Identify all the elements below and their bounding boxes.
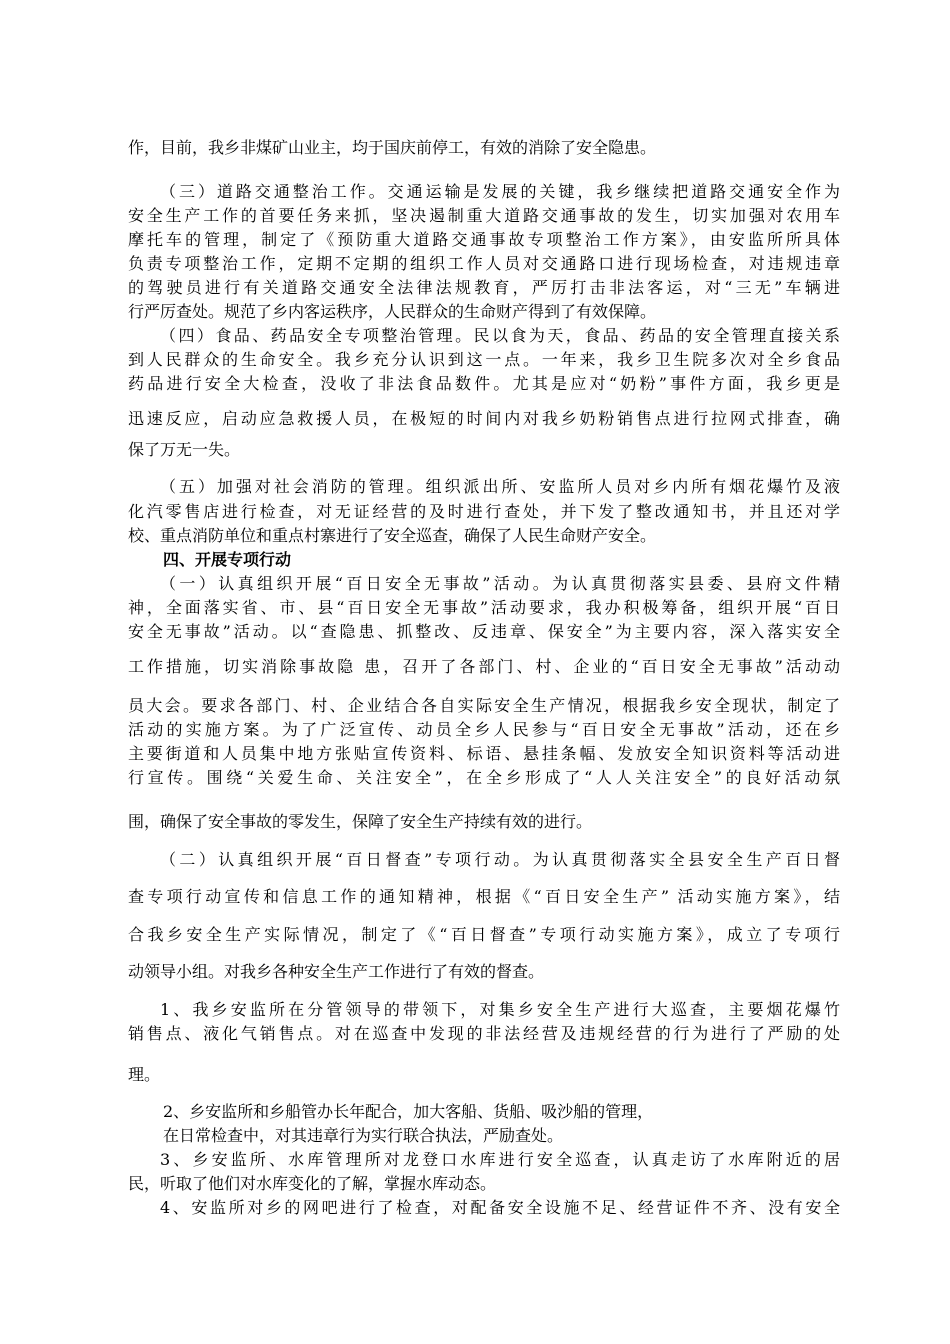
paragraph-line: 活动的实施方案。为了广泛宣传、动员全乡人民参与“百日安全无事故”活动，还在乡: [128, 720, 840, 739]
paragraph-line: 摩托车的管理，制定了《预防重大道路交通事故专项整治工作方案》，由安监所所具体: [128, 230, 840, 249]
paragraph-line: 作，目前，我乡非煤矿山业主，均于国庆前停工，有效的消除了安全隐患。: [128, 138, 657, 157]
paragraph-line: 安全生产工作的首要任务来抓，坚决遏制重大道路交通事故的发生，切实加强对农用车: [128, 206, 840, 225]
paragraph-line: 到人民群众的生命安全。我乡充分认识到这一点。一年来，我乡卫生院多次对全乡食品: [128, 350, 840, 369]
paragraph-line: （三）道路交通整治工作。交通运输是发展的关键，我乡继续把道路交通安全作为: [160, 182, 840, 201]
paragraph-line: 3、乡安监所、水库管理所对龙登口水库进行安全巡查，认真走访了水库附近的居: [160, 1150, 840, 1169]
paragraph-line: 安全无事故”活动。以“查隐患、抓整改、反违章、保安全”为主要内容，深入落实安全: [128, 622, 840, 641]
paragraph-line: 4、安监所对乡的网吧进行了检查，对配备安全设施不足、经营证件不齐、没有安全: [160, 1198, 840, 1217]
paragraph-line: 药品进行安全大检查，没收了非法食品数件。尤其是应对“奶粉”事件方面，我乡更是: [128, 374, 840, 393]
paragraph-line: （四）食品、药品安全专项整治管理。民以食为天，食品、药品的安全管理直接关系: [160, 326, 840, 345]
paragraph-line: 行宣传。围绕“关爱生命、关注安全”，在全乡形成了“人人关注安全”的良好活动氛: [128, 768, 840, 787]
paragraph-line: 校、重点消防单位和重点村寨进行了安全巡查，确保了人民生命财产安全。: [128, 526, 657, 545]
paragraph-line: 行严厉查处。规范了乡内客运秩序，人民群众的生命财产得到了有效保障。: [128, 302, 657, 321]
paragraph-line: 查专项行动宣传和信息工作的通知精神，根据《“百日安全生产” 活动实施方案》，结: [128, 887, 840, 906]
paragraph-line: 负责专项整治工作，定期不定期的组织工作人员对交通路口进行现场检查，对违规违章: [128, 254, 840, 273]
paragraph-line: 工作措施，切实消除事故隐 患，召开了各部门、村、企业的“百日安全无事故”活动动: [128, 657, 840, 676]
paragraph-line: 1、我乡安监所在分管领导的带领下，对集乡安全生产进行大巡查，主要烟花爆竹: [160, 1000, 840, 1019]
paragraph-line: 化汽零售店进行检查，对无证经营的及时进行查处，并下发了整改通知书，并且还对学: [128, 502, 840, 521]
paragraph-line: （二）认真组织开展“百日督查”专项行动。为认真贯彻落实全县安全生产百日督: [160, 850, 840, 869]
paragraph-line: 在日常检查中，对其违章行为实行联合执法，严励查处。: [163, 1126, 564, 1145]
paragraph-line: 动领导小组。对我乡各种安全生产工作进行了有效的督查。: [128, 962, 545, 981]
paragraph-line: 民，听取了他们对水库变化的了解，掌握水库动态。: [128, 1174, 497, 1193]
paragraph-line: 围，确保了安全事故的零发生，保障了安全生产持续有效的进行。: [128, 812, 593, 831]
paragraph-line: （五）加强对社会消防的管理。组织派出所、安监所人员对乡内所有烟花爆竹及液: [160, 477, 840, 496]
paragraph-line: 的驾驶员进行有关道路交通安全法律法规教育，严厉打击非法客运，对“三无”车辆进: [128, 278, 840, 297]
paragraph-line: 主要街道和人员集中地方张贴宣传资料、标语、悬挂条幅、发放安全知识资料等活动进: [128, 744, 840, 763]
paragraph-line: 员大会。要求各部门、村、企业结合各自实际安全生产情况，根据我乡安全现状，制定了: [128, 696, 840, 715]
paragraph-line: 销售点、液化气销售点。对在巡查中发现的非法经营及违规经营的行为进行了严励的处: [128, 1024, 840, 1043]
section-heading: 四、开展专项行动: [163, 550, 292, 569]
paragraph-line: 神，全面落实省、市、县“百日安全无事故”活动要求，我办积极筹备，组织开展“百日: [128, 598, 840, 617]
paragraph-line: 合我乡安全生产实际情况，制定了《“百日督查”专项行动实施方案》，成立了专项行: [128, 925, 840, 944]
paragraph-line: 2、乡安监所和乡船管办长年配合，加大客船、货船、吸沙船的管理，: [163, 1102, 654, 1121]
paragraph-line: 迅速反应，启动应急救援人员，在极短的时间内对我乡奶粉销售点进行拉网式排查，确: [128, 409, 840, 428]
paragraph-line: （一）认真组织开展“百日安全无事故”活动。为认真贯彻落实县委、县府文件精: [160, 574, 840, 593]
paragraph-line: 理。: [128, 1065, 161, 1084]
paragraph-line: 保了万无一失。: [128, 440, 241, 459]
